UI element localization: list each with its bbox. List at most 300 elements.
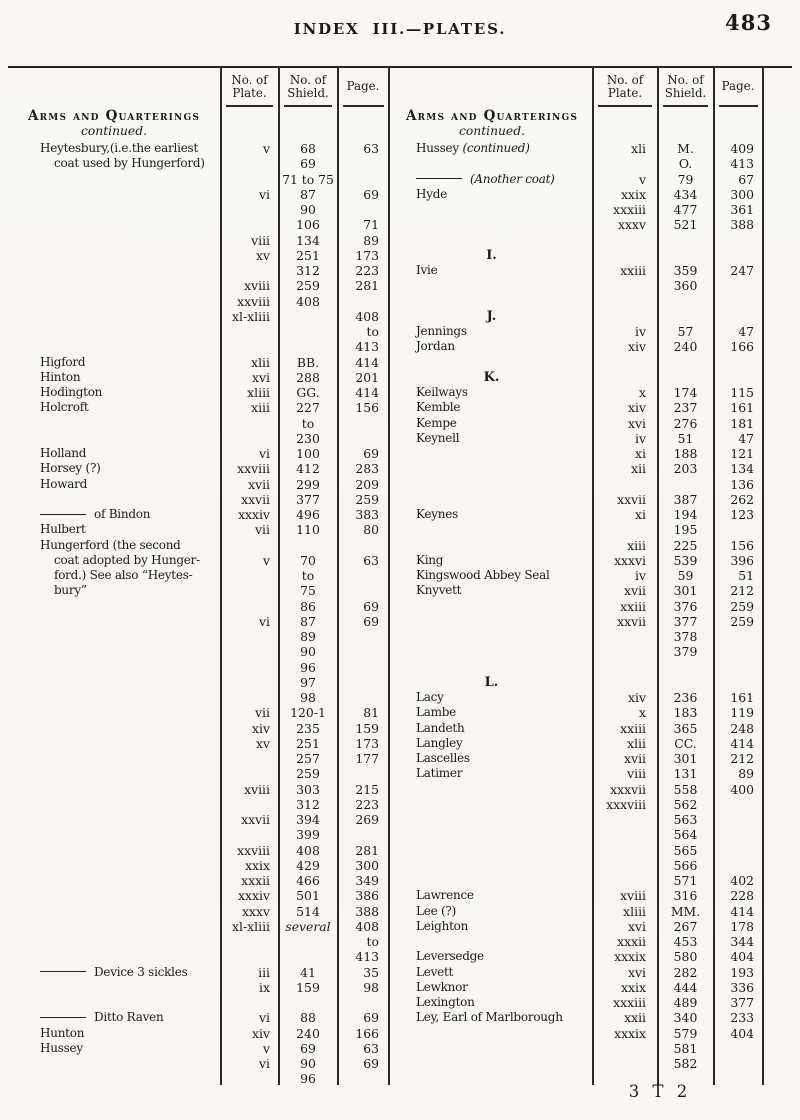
index-row	[392, 446, 762, 461]
index-row	[10, 355, 388, 370]
page-value: 67	[738, 171, 754, 187]
shield-value: 267	[673, 918, 698, 934]
index-row	[10, 568, 388, 583]
entry-name: Lewknor	[416, 979, 468, 994]
shield-value: 489	[673, 995, 698, 1010]
index-row	[10, 1056, 388, 1071]
plate-value: vi	[259, 613, 270, 629]
page-value: 283	[355, 461, 379, 477]
index-row	[10, 1071, 388, 1086]
header-underline	[226, 105, 273, 107]
index-row	[392, 568, 762, 583]
page-value: 408	[355, 308, 379, 324]
shield-value: 51	[677, 430, 694, 446]
page-value: 121	[730, 446, 754, 461]
index-row	[392, 248, 762, 263]
plate-value: xxxii	[617, 934, 646, 949]
index-row	[10, 660, 388, 675]
entry-name: of Bindon	[10, 507, 219, 522]
page-value: 223	[355, 796, 379, 812]
index-row	[10, 904, 388, 919]
entry-name: Lascelles	[416, 751, 470, 765]
index-row	[10, 705, 388, 720]
shield-value: 96	[300, 1071, 316, 1087]
plate-value: xvi	[252, 369, 270, 385]
plate-value: xxviii	[237, 842, 270, 858]
index-row	[10, 553, 388, 568]
column-header-shield-left	[279, 71, 337, 103]
index-row	[392, 233, 762, 248]
index-row	[392, 583, 762, 598]
plate-value: vi	[259, 186, 270, 202]
page-value: 181	[730, 415, 754, 431]
plate-value: xiv	[628, 339, 646, 355]
shield-value: 87	[300, 186, 316, 202]
shield-value: 581	[673, 1040, 698, 1056]
index-row	[392, 965, 762, 980]
header-line: Shield.	[664, 86, 707, 100]
shield-value: 235	[296, 720, 320, 736]
page-value: 201	[355, 369, 379, 385]
page-value: 69	[363, 613, 379, 629]
index-row	[10, 919, 388, 934]
entry-name: Keynell	[416, 430, 460, 445]
plate-value: xvi	[628, 415, 646, 431]
page-value: 413	[355, 339, 379, 355]
page-value: 215	[355, 781, 379, 797]
index-row	[392, 721, 762, 736]
table-top-rule	[8, 66, 792, 68]
index-row	[392, 614, 762, 629]
shield-value: 301	[673, 751, 698, 766]
page-value: 300	[355, 857, 379, 873]
plate-value: xv	[256, 247, 270, 263]
plate-value: xviii	[620, 888, 646, 904]
shield-value: 394	[296, 812, 320, 827]
entry-name: Hodington	[40, 385, 103, 399]
plate-value: xxxix	[614, 1025, 646, 1041]
index-row	[10, 644, 388, 659]
shield-value: 110	[296, 522, 320, 538]
index-row	[392, 431, 762, 446]
entry-name: Kingswood Abbey Seal	[416, 568, 550, 582]
plate-value: xi	[635, 507, 646, 522]
shield-value: 282	[673, 964, 698, 980]
page-value: 400	[730, 781, 754, 797]
shield-value: 501	[296, 888, 320, 904]
shield-value: 203	[673, 461, 698, 477]
index-row	[392, 904, 762, 919]
page-value: 134	[730, 461, 754, 477]
index-row	[392, 782, 762, 797]
index-row	[392, 355, 762, 370]
page-value: 414	[730, 735, 754, 751]
page-value: 344	[730, 934, 754, 949]
index-row	[392, 278, 762, 293]
index-row	[10, 843, 388, 858]
header-line: Plate.	[232, 86, 267, 100]
shield-value: 558	[673, 781, 698, 797]
index-row	[392, 553, 762, 568]
shield-value: 408	[296, 293, 320, 309]
index-row	[10, 873, 388, 888]
plate-value: xxix	[245, 857, 270, 873]
page-value: 69	[363, 1010, 379, 1026]
plate-value: xxiii	[620, 720, 646, 736]
entry-name: Hunton	[40, 1025, 85, 1040]
plate-value: xlii	[251, 354, 270, 370]
entry-name: Lawrence	[416, 888, 474, 903]
index-row	[10, 1026, 388, 1041]
header-line: Page.	[721, 79, 755, 94]
plate-value: xxxiii	[613, 202, 646, 217]
shield-value: 316	[673, 888, 698, 904]
index-row	[10, 797, 388, 812]
plate-value: xxviii	[237, 461, 270, 477]
index-row	[392, 858, 762, 873]
section-letter: L.	[484, 674, 499, 690]
entry-name-italic: (Another coat)	[470, 171, 555, 186]
index-row	[10, 965, 388, 980]
section-heading-continued: continued.	[459, 124, 525, 138]
entry-name: Hussey (continued)	[416, 141, 530, 155]
vertical-rule	[388, 66, 390, 1085]
index-row	[10, 766, 388, 781]
page-value: 69	[363, 1056, 379, 1071]
shield-value: 251	[296, 247, 320, 263]
page-value: 63	[363, 552, 379, 568]
plate-value: xxii	[624, 1010, 646, 1026]
index-row	[392, 705, 762, 720]
page-value: 281	[355, 842, 379, 858]
plate-value: xvi	[628, 918, 646, 934]
plate-value: v	[263, 1040, 270, 1056]
page-value: 413	[730, 156, 754, 172]
section-heading-title: Arms and Quarterings	[405, 108, 579, 124]
page-value: 98	[363, 979, 379, 995]
shield-value: 301	[673, 583, 698, 599]
shield-value: 227	[296, 400, 320, 416]
ditto-dash	[40, 1017, 86, 1018]
index-row	[10, 507, 388, 522]
index-row	[10, 934, 388, 949]
index-row	[10, 812, 388, 827]
plate-value: xi	[635, 446, 646, 461]
index-row	[10, 599, 388, 614]
index-row	[10, 370, 388, 385]
entry-name: Holland	[40, 446, 87, 460]
index-row	[10, 156, 388, 171]
index-row	[392, 217, 762, 232]
plate-value: vi	[259, 1056, 270, 1071]
plate-value: xvii	[624, 583, 646, 599]
shield-value: MM.	[670, 903, 701, 919]
plate-value: xxxiv	[238, 507, 270, 522]
shield-value: 453	[673, 934, 698, 949]
shield-value: 387	[673, 491, 698, 507]
index-row	[10, 858, 388, 873]
page-value: 408	[355, 918, 379, 934]
shield-value: 69	[300, 1040, 316, 1056]
index-row	[392, 370, 762, 385]
page-value: 156	[730, 537, 754, 553]
index-row	[392, 522, 762, 537]
plate-value: xxviii	[237, 293, 270, 309]
page-value: 80	[363, 522, 379, 538]
entry-name: Lexington	[416, 995, 475, 1009]
page-value: 47	[738, 324, 754, 339]
plate-value: vii	[255, 705, 270, 721]
shield-value: 521	[673, 217, 698, 233]
shield-value: 376	[673, 598, 698, 614]
entry-name: Levett	[416, 964, 454, 979]
page-value: 51	[738, 568, 754, 583]
ditto-dash	[40, 971, 86, 972]
shield-value: GG.	[296, 385, 320, 400]
index-row	[10, 141, 388, 156]
plate-value: xiv	[628, 400, 646, 416]
shield-value: 159	[296, 979, 320, 995]
header-line: Shield.	[287, 86, 329, 100]
shield-value: 539	[673, 552, 698, 568]
shield-value: 466	[296, 873, 320, 888]
plate-value: ix	[259, 979, 270, 995]
index-row	[392, 1056, 762, 1071]
shield-value: 434	[673, 186, 698, 202]
index-row	[392, 324, 762, 339]
shield-value: 230	[296, 430, 320, 446]
index-row	[392, 538, 762, 553]
entry-name: Kemble	[416, 400, 461, 415]
index-row	[10, 294, 388, 309]
entry-name: Higford	[40, 354, 86, 369]
page-value: 71	[363, 217, 379, 233]
vertical-rule	[762, 66, 764, 1085]
section-heading-left	[10, 109, 218, 138]
plate-value: xxvii	[617, 613, 646, 629]
plate-value: vi	[259, 446, 270, 461]
page-value: 377	[730, 995, 754, 1010]
entry-name: Keynes	[416, 507, 459, 521]
shield-value: CC.	[674, 735, 697, 751]
index-row	[10, 949, 388, 964]
index-row	[10, 751, 388, 766]
plate-value: xiii	[627, 537, 646, 553]
shield-value: 563	[673, 812, 698, 827]
plate-value: xii	[631, 461, 646, 477]
shield-value: 134	[296, 232, 320, 248]
page-value: 396	[730, 552, 754, 568]
entry-name	[392, 172, 591, 187]
index-row	[392, 644, 762, 659]
page-value: 166	[730, 339, 754, 355]
shield-value: 90	[300, 644, 316, 660]
shield-value: 257	[296, 751, 320, 766]
page-value: 119	[730, 705, 754, 721]
plate-value: x	[639, 705, 646, 721]
shield-value: 377	[673, 613, 698, 629]
index-row	[392, 827, 762, 842]
index-row	[10, 324, 388, 339]
entry-name: Hulbert	[40, 522, 86, 537]
index-row	[392, 263, 762, 278]
index-row	[10, 538, 388, 553]
entry-name-italic: (continued)	[462, 141, 530, 155]
shield-value: 312	[296, 796, 320, 812]
shield-value: 365	[673, 720, 698, 736]
shield-value: 477	[673, 202, 698, 217]
plate-value: xxvii	[241, 491, 270, 507]
plate-value: xlii	[627, 735, 646, 751]
plate-value: xxxix	[614, 949, 646, 965]
page-value: 336	[730, 979, 754, 995]
page-number: 483	[725, 10, 772, 35]
index-row	[392, 843, 762, 858]
page-value: 281	[355, 278, 379, 294]
page-value: 161	[730, 690, 754, 705]
plate-value: xxxiii	[613, 995, 646, 1010]
index-row	[392, 980, 762, 995]
shield-value: 98	[300, 690, 316, 705]
page-value: 177	[355, 751, 379, 766]
page-value: 413	[355, 949, 379, 965]
shield-value: 340	[673, 1010, 698, 1026]
header-line: No. of	[289, 72, 327, 87]
header-underline	[719, 105, 758, 107]
shield-value: 429	[296, 857, 320, 873]
entry-name: Langley	[416, 735, 463, 750]
entry-name: Leversedge	[416, 949, 484, 964]
entry-name: Jordan	[416, 339, 455, 354]
index-row	[10, 278, 388, 293]
section-heading-title: Arms and Quarterings	[27, 108, 201, 124]
column-header-shield-right	[658, 71, 713, 103]
index-row	[392, 172, 762, 187]
index-row	[392, 202, 762, 217]
shield-value: O.	[678, 156, 693, 172]
page-value: 414	[355, 385, 379, 400]
shield-value: BB.	[296, 354, 320, 370]
index-row	[10, 980, 388, 995]
plate-value: xiv	[628, 690, 646, 705]
page-value: 247	[730, 263, 754, 278]
page-value: 173	[355, 735, 379, 751]
entry-name: Device 3 sickles	[10, 965, 219, 980]
page-value: 193	[730, 964, 754, 980]
index-row	[10, 309, 388, 324]
shield-value: 359	[673, 263, 698, 278]
header-underline	[663, 105, 708, 107]
entry-name: ford.) See also “Heytes-	[54, 568, 193, 582]
entry-name: Hyde	[416, 186, 448, 201]
shield-value: 240	[673, 339, 698, 355]
index-row	[392, 751, 762, 766]
page-value: 269	[355, 812, 379, 827]
page-value: 178	[730, 918, 754, 934]
shield-value: 288	[296, 369, 320, 385]
plate-value: xliii	[247, 385, 270, 400]
plate-value: v	[263, 552, 270, 568]
page-value: 69	[363, 598, 379, 614]
shield-value: 408	[296, 842, 320, 858]
index-row	[392, 385, 762, 400]
page-value: 233	[730, 1010, 754, 1026]
index-row	[392, 461, 762, 476]
shield-value: 79	[677, 171, 694, 187]
entry-name: Ivie	[416, 263, 438, 277]
shield-value: 571	[673, 873, 698, 888]
page-value: 259	[355, 491, 379, 507]
entry-name: Ley, Earl of Marlborough	[416, 1010, 563, 1025]
index-rows-right	[392, 141, 762, 1071]
plate-value: viii	[251, 232, 270, 248]
plate-value: xiv	[252, 720, 270, 736]
section-heading-right	[392, 109, 592, 138]
entry-name: Hungerford (the second	[40, 537, 181, 552]
index-row	[10, 721, 388, 736]
shield-value: 97	[300, 674, 316, 690]
index-row	[10, 461, 388, 476]
index-row	[392, 995, 762, 1010]
shield-value: 69	[300, 156, 316, 172]
plate-value: xxiii	[620, 263, 646, 278]
page-value: 69	[363, 446, 379, 461]
shield-value: 236	[673, 690, 698, 705]
section-heading-continued: continued.	[81, 124, 147, 138]
shield-value: 565	[673, 842, 698, 858]
index-row	[392, 675, 762, 690]
entry-name: Leighton	[416, 918, 469, 933]
entry-name: Latimer	[416, 766, 463, 781]
index-row	[10, 400, 388, 415]
entry-name: coat adopted by Hunger-	[54, 552, 200, 567]
page-value: 161	[730, 400, 754, 416]
shield-value: 57	[677, 324, 694, 339]
plate-value: v	[263, 141, 270, 156]
entry-name: Ditto Raven	[10, 1010, 219, 1025]
shield-value: 87	[300, 613, 316, 629]
plate-value: xxxv	[618, 217, 646, 233]
index-row	[392, 736, 762, 751]
index-row	[392, 339, 762, 354]
plate-value: xxxvii	[610, 781, 646, 797]
shield-value: 90	[300, 1056, 316, 1071]
column-header-plate-left	[221, 71, 278, 103]
header-line: Page.	[346, 79, 380, 94]
index-row	[392, 1041, 762, 1056]
shield-value: 188	[673, 446, 698, 461]
plate-value: iii	[258, 964, 270, 980]
plate-value: vi	[259, 1010, 270, 1026]
shield-value: 70	[300, 552, 316, 568]
index-row	[10, 248, 388, 263]
shield-value: 582	[673, 1056, 698, 1071]
page-value: 89	[738, 766, 754, 782]
header-underline	[343, 105, 384, 107]
index-row	[392, 873, 762, 888]
header-line: No. of	[231, 72, 268, 87]
page-value: 349	[355, 873, 379, 888]
plate-value: xl-xliii	[232, 918, 270, 934]
shield-value: 100	[296, 446, 320, 461]
index-row	[392, 141, 762, 156]
shield-value: 225	[673, 537, 698, 553]
page-value: 166	[355, 1025, 379, 1041]
index-row	[10, 263, 388, 278]
entry-name: Knyvett	[416, 583, 462, 598]
index-row	[392, 766, 762, 781]
shield-value: 88	[300, 1010, 316, 1026]
